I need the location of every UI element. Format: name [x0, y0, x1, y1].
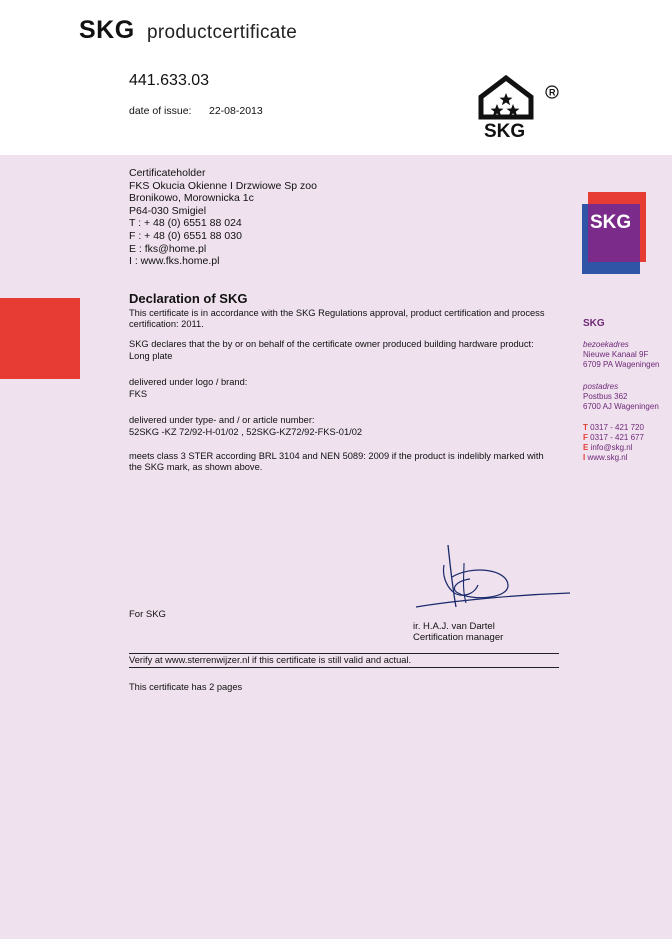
for-skg-label: For SKG [129, 609, 166, 620]
visit-address-label: bezoekadres [583, 340, 629, 349]
sidebar-brand: SKG [583, 318, 605, 329]
holder-line: F : + 48 (0) 6551 88 030 [129, 229, 242, 242]
email-label: E [583, 443, 589, 452]
sidebar-post-address [583, 382, 659, 412]
web-label: I [583, 453, 586, 462]
holder-line: Bronikowo, Morownicka 1c [129, 192, 254, 205]
sidebar-visit-address [583, 340, 660, 370]
star-icon [507, 104, 520, 116]
contact-phone [583, 423, 644, 433]
holder-heading: Certificateholder [129, 167, 206, 179]
brand-value: FKS [129, 389, 148, 399]
visit-address-line: 6709 PA Wageningen [583, 360, 660, 369]
skg-color-logo [582, 192, 646, 274]
holder-line: FKS Okucia Okienne I Drzwiowe Sp zoo [129, 179, 317, 192]
svg-text:R: R [549, 87, 556, 98]
visit-address-line: Nieuwe Kanaal 9F [583, 350, 649, 359]
signer-role: Certification manager [413, 632, 504, 643]
star-icon [500, 93, 513, 105]
document-type: productcertificate [147, 22, 298, 43]
holder-line: E : fks@home.pl [129, 242, 207, 255]
star-icon [491, 104, 504, 116]
signer-block [413, 621, 503, 643]
compliance-statement: meets class 3 STER according BRL 3104 and NEN 5089: 2009 if the product is indelibly marked with the SKG mark, as shown above. [129, 451, 544, 472]
post-address-line: Postbus 362 [583, 392, 628, 401]
red-accent-square [0, 298, 80, 379]
declaration-statement: SKG declares that the by or on behalf of the certificate owner produced building hardware product: [129, 339, 534, 349]
certificate-holder [129, 167, 317, 268]
divider-bottom [129, 667, 559, 668]
holder-line: I : www.fks.home.pl [129, 255, 220, 268]
email-value: info@skg.nl [590, 443, 633, 452]
type-value: 52SKG -KZ 72/92-H-01/02 , 52SKG-KZ72/92-FKS-01/02 [129, 427, 363, 437]
brand-label: delivered under logo / brand: [129, 377, 248, 387]
divider-top [129, 653, 559, 654]
type-label: delivered under type- and / or article number: [129, 415, 315, 425]
fax-value: 0317 - 421 677 [590, 433, 644, 442]
declaration-intro: This certificate is in accordance with the SKG Regulations approval, product certification and process certification: 2011. [129, 308, 545, 329]
page-count-notice: This certificate has 2 pages [129, 682, 243, 692]
web-value: www.skg.nl [587, 453, 628, 462]
handwritten-signature [412, 545, 574, 611]
skg-star-mark-logo [478, 75, 562, 141]
header-brand: SKG [79, 16, 135, 44]
sidebar-contact [583, 423, 644, 463]
phone-label: T [583, 423, 588, 432]
certificate-number: 441.633.03 [129, 72, 210, 89]
logo-text: SKG [484, 121, 526, 141]
contact-fax [583, 433, 644, 443]
post-address-line: 6700 AJ Wageningen [583, 402, 659, 411]
verify-notice: Verify at www.sterrenwijzer.nl if this certificate is still valid and actual. [129, 655, 412, 665]
issue-date-value: 22-08-2013 [209, 105, 263, 117]
fax-label: F [583, 433, 588, 442]
product-name: Long plate [129, 351, 173, 361]
contact-web [583, 453, 644, 463]
phone-value: 0317 - 421 720 [590, 423, 644, 432]
declaration-title: Declaration of SKG [129, 291, 248, 306]
signer-name: ir. H.A.J. van Dartel [413, 621, 495, 632]
contact-email [583, 443, 644, 453]
holder-line: T : + 48 (0) 6551 88 024 [129, 217, 242, 230]
holder-line: P64-030 Smigiel [129, 204, 207, 217]
issue-date-label: date of issue: [129, 105, 192, 117]
side-logo-text: SKG [590, 212, 632, 233]
post-address-label: postadres [583, 382, 619, 391]
